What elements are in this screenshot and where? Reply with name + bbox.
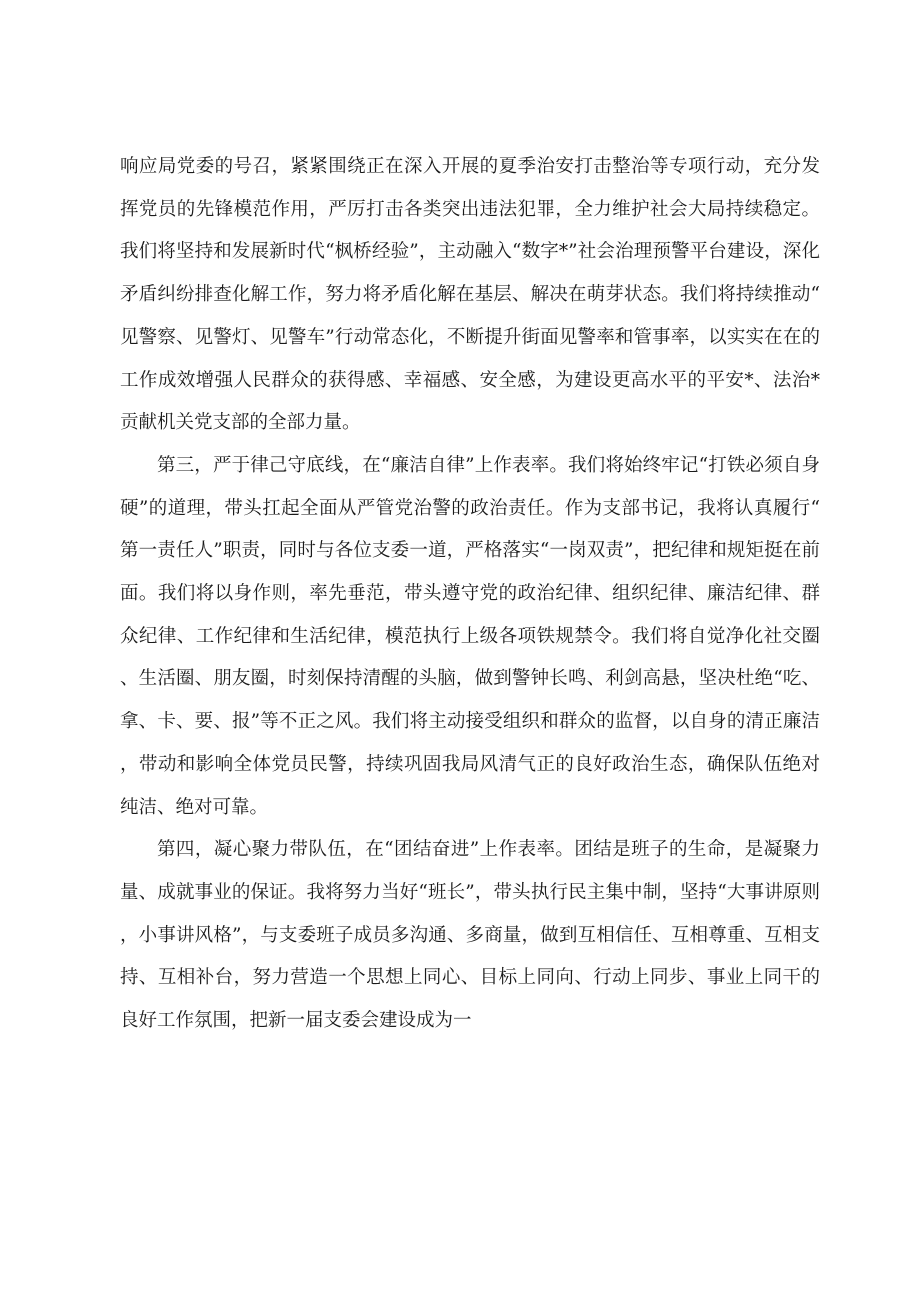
- paragraph-1: 响应局党委的号召，紧紧围绕正在深入开展的夏季治安打击整治等专项行动，充分发挥党员的先锋模范作用，严厉打击各类突出违法犯罪，全力维护社会大局持续稳定。我们将坚持和发展新时代“枫桥经验”，主动融入“数字*”社会治理预警平台建设，深化矛盾纠纷排查化解工作，努力将矛盾化解在基层、解决在萌芽状态。我们将持续推动“见警察、见警灯、见警车”行动常态化，不断提升街面见警率和管事率，以实实在在的工作成效增强人民群众的获得感、幸福感、安全感，为建设更高水平的平安*、法治*贡献机关党支部的全部力量。: [120, 156, 820, 434]
- paragraph-2: 第三，严于律己守底线，在“廉洁自律”上作表率。我们将始终牢记“打铁必须自身硬”的道理，带头扛起全面从严管党治警的政治责任。作为支部书记，我将认真履行“第一责任人”职责，同时与各位支委一道，严格落实“一岗双责”，把纪律和规矩挺在前面。我们将以身作则，率先垂范，带头遵守党的政治纪律、组织纪律、廉洁纪律、群众纪律、工作纪律和生活纪律，模范执行上级各项铁规禁令。我们将自觉净化社交圈、生活圈、朋友圈，时刻保持清醒的头脑，做到警钟长鸣、利剑高悬，坚决杜绝“吃、拿、卡、要、报”等不正之风。我们将主动接受组织和群众的监督，以自身的清正廉洁，带动和影响全体党员民警，持续巩固我局风清气正的良好政治生态，确保队伍绝对纯洁、绝对可靠。: [120, 454, 820, 818]
- document-body: [120, 146, 820, 1043]
- paragraph-3: 第四，凝心聚力带队伍，在“团结奋进”上作表率。团结是班子的生命，是凝聚力量、成就事业的保证。我将努力当好“班长”，带头执行民主集中制，坚持“大事讲原则，小事讲风格”，与支委班子成员多沟通、多商量，做到互相信任、互相尊重、互相支持、互相补台，努力营造一个思想上同心、目标上同向、行动上同步、事业上同干的良好工作氛围，把新一届支委会建设成为一: [120, 839, 820, 1032]
